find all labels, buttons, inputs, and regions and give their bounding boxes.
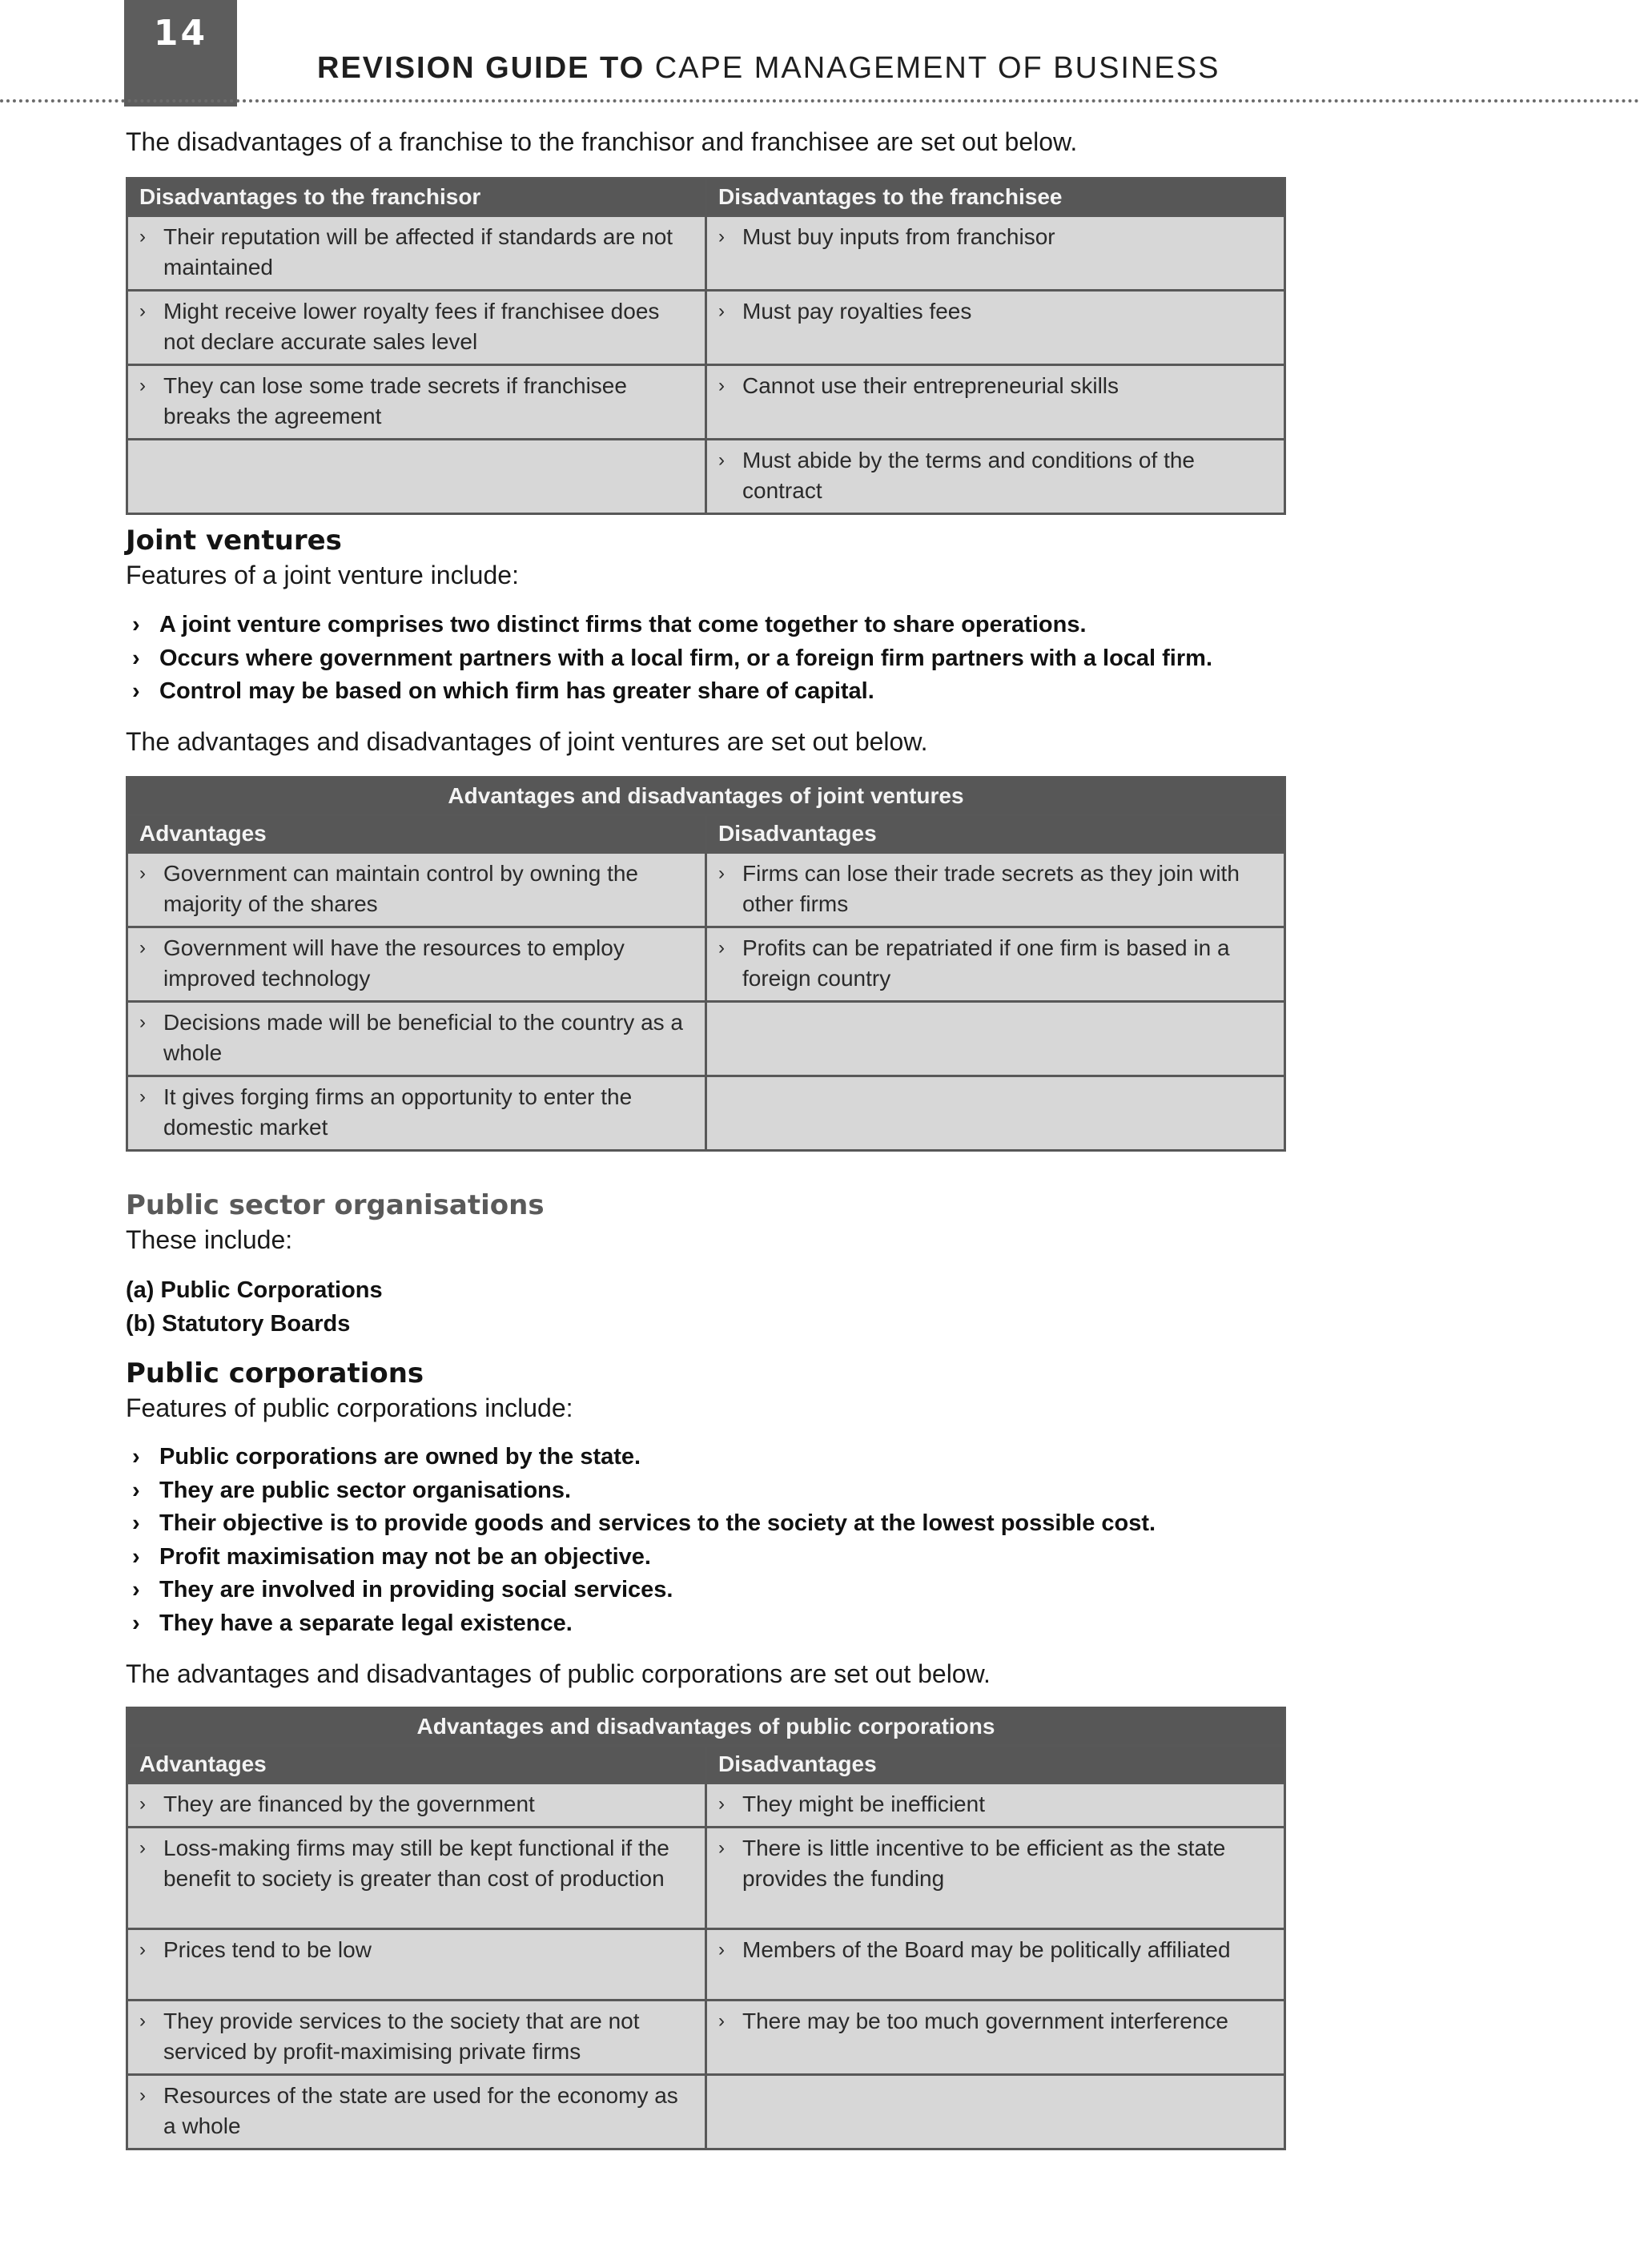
table-cell: › There is little incentive to be efficient as the state provides the funding (706, 1828, 1285, 1929)
table-row (127, 440, 1285, 514)
public-corporations-heading: Public corporations (126, 1357, 424, 1389)
public-corporations-table (126, 1707, 1286, 2150)
joint-ventures-heading: Joint ventures (126, 525, 342, 557)
joint-ventures-table (126, 776, 1286, 1152)
table-row (127, 1783, 1285, 1828)
list-item: › Occurs where government partners with a local firm, or a foreign firm partners with a local firm. (132, 645, 1212, 671)
list-item: › They are involved in providing social services. (132, 1577, 673, 1602)
running-head-bold: REVISION GUIDE TO (317, 51, 645, 85)
table-cell-empty (706, 2075, 1285, 2149)
table-row (127, 291, 1285, 365)
franchise-disadvantages-table (126, 177, 1286, 515)
table-header-row (127, 1746, 1285, 1783)
page-number-box (124, 0, 237, 107)
table-row (127, 927, 1285, 1002)
public-sector-item-a: (a) Public Corporations (126, 1277, 383, 1303)
table-row (127, 2001, 1285, 2075)
running-head (317, 51, 1220, 86)
column-header: Disadvantages (706, 815, 1285, 853)
table-row (127, 2075, 1285, 2149)
table-cell: › Decisions made will be beneficial to the country as a whole (127, 1002, 706, 1076)
table-cell: › Cannot use their entrepreneurial skills (706, 365, 1285, 440)
column-header: Disadvantages (706, 1746, 1285, 1783)
table-header-row (127, 179, 1285, 216)
header-dotted-rule (0, 99, 1640, 103)
table-title-row (127, 1708, 1285, 1746)
public-sector-item-b: (b) Statutory Boards (126, 1311, 351, 1337)
table-cell-empty (706, 1076, 1285, 1151)
table-header-row (127, 815, 1285, 853)
table-title-row (127, 778, 1285, 815)
table-cell: › They might be inefficient (706, 1783, 1285, 1828)
public-sector-heading: Public sector organisations (126, 1189, 545, 1221)
table-cell: › Must pay royalties fees (706, 291, 1285, 365)
table-row (127, 216, 1285, 291)
table-row (127, 853, 1285, 927)
column-header: Advantages (127, 815, 706, 853)
table-cell: › Must abide by the terms and conditions of the contract (706, 440, 1285, 514)
table-cell: › They provide services to the society that are not serviced by profit-maximising private firms (127, 2001, 706, 2075)
table-row (127, 1828, 1285, 1929)
table-cell: › Might receive lower royalty fees if franchisee does not declare accurate sales level (127, 291, 706, 365)
table-cell-empty (706, 1002, 1285, 1076)
list-item: › They are public sector organisations. (132, 1477, 572, 1503)
table-cell: › Their reputation will be affected if standards are not maintained (127, 216, 706, 291)
public-corporations-features-list (132, 1444, 1156, 1643)
table-cell: › Resources of the state are used for the economy as a whole (127, 2075, 706, 2149)
table-row (127, 1002, 1285, 1076)
table-row (127, 1076, 1285, 1151)
page-number: 14 (153, 13, 208, 54)
list-item: › Control may be based on which firm has greater share of capital. (132, 678, 874, 704)
table-row (127, 1929, 1285, 2001)
list-item: › Profit maximisation may not be an objective. (132, 1543, 651, 1570)
running-head-rest: CAPE MANAGEMENT OF BUSINESS (654, 51, 1220, 85)
table-cell: › Loss-making firms may still be kept functional if the benefit to society is greater than cost of production (127, 1828, 706, 1929)
list-item: › A joint venture comprises two distinct firms that come together to share operations. (132, 612, 1087, 637)
table-cell: › Government can maintain control by owning the majority of the shares (127, 853, 706, 927)
column-header: Advantages (127, 1746, 706, 1783)
table-row (127, 365, 1285, 440)
list-item: › Their objective is to provide goods and services to the society at the lowest possible cost. (132, 1510, 1156, 1536)
table-title: Advantages and disadvantages of joint ventures (127, 778, 1285, 815)
table-cell: › It gives forging firms an opportunity to enter the domestic market (127, 1076, 706, 1151)
table-cell: › Must buy inputs from franchisor (706, 216, 1285, 291)
joint-ventures-table-intro: The advantages and disadvantages of joint ventures are set out below. (126, 727, 928, 756)
public-corporations-table-intro: The advantages and disadvantages of public corporations are set out below. (126, 1659, 991, 1688)
joint-ventures-features-list (132, 612, 1212, 712)
table-cell: › They are financed by the government (127, 1783, 706, 1828)
table-cell: › Government will have the resources to employ improved technology (127, 927, 706, 1002)
table-cell: › There may be too much government interference (706, 2001, 1285, 2075)
table-cell: › Members of the Board may be politically affiliated (706, 1929, 1285, 2001)
table-cell: › Prices tend to be low (127, 1929, 706, 2001)
table-cell-empty (127, 440, 706, 514)
table-title: Advantages and disadvantages of public corporations (127, 1708, 1285, 1746)
list-item: › They have a separate legal existence. (132, 1610, 573, 1636)
public-corporations-features-intro: Features of public corporations include: (126, 1393, 573, 1422)
list-item: › Public corporations are owned by the state. (132, 1444, 641, 1470)
table-cell: › Firms can lose their trade secrets as they join with other firms (706, 853, 1285, 927)
public-sector-intro: These include: (126, 1225, 293, 1254)
column-header: Disadvantages to the franchisor (127, 179, 706, 216)
table-cell: › They can lose some trade secrets if franchisee breaks the agreement (127, 365, 706, 440)
column-header: Disadvantages to the franchisee (706, 179, 1285, 216)
joint-ventures-features-intro: Features of a joint venture include: (126, 561, 519, 589)
franchise-intro: The disadvantages of a franchise to the franchisor and franchisee are set out below. (126, 127, 1078, 156)
table-cell: › Profits can be repatriated if one firm is based in a foreign country (706, 927, 1285, 1002)
